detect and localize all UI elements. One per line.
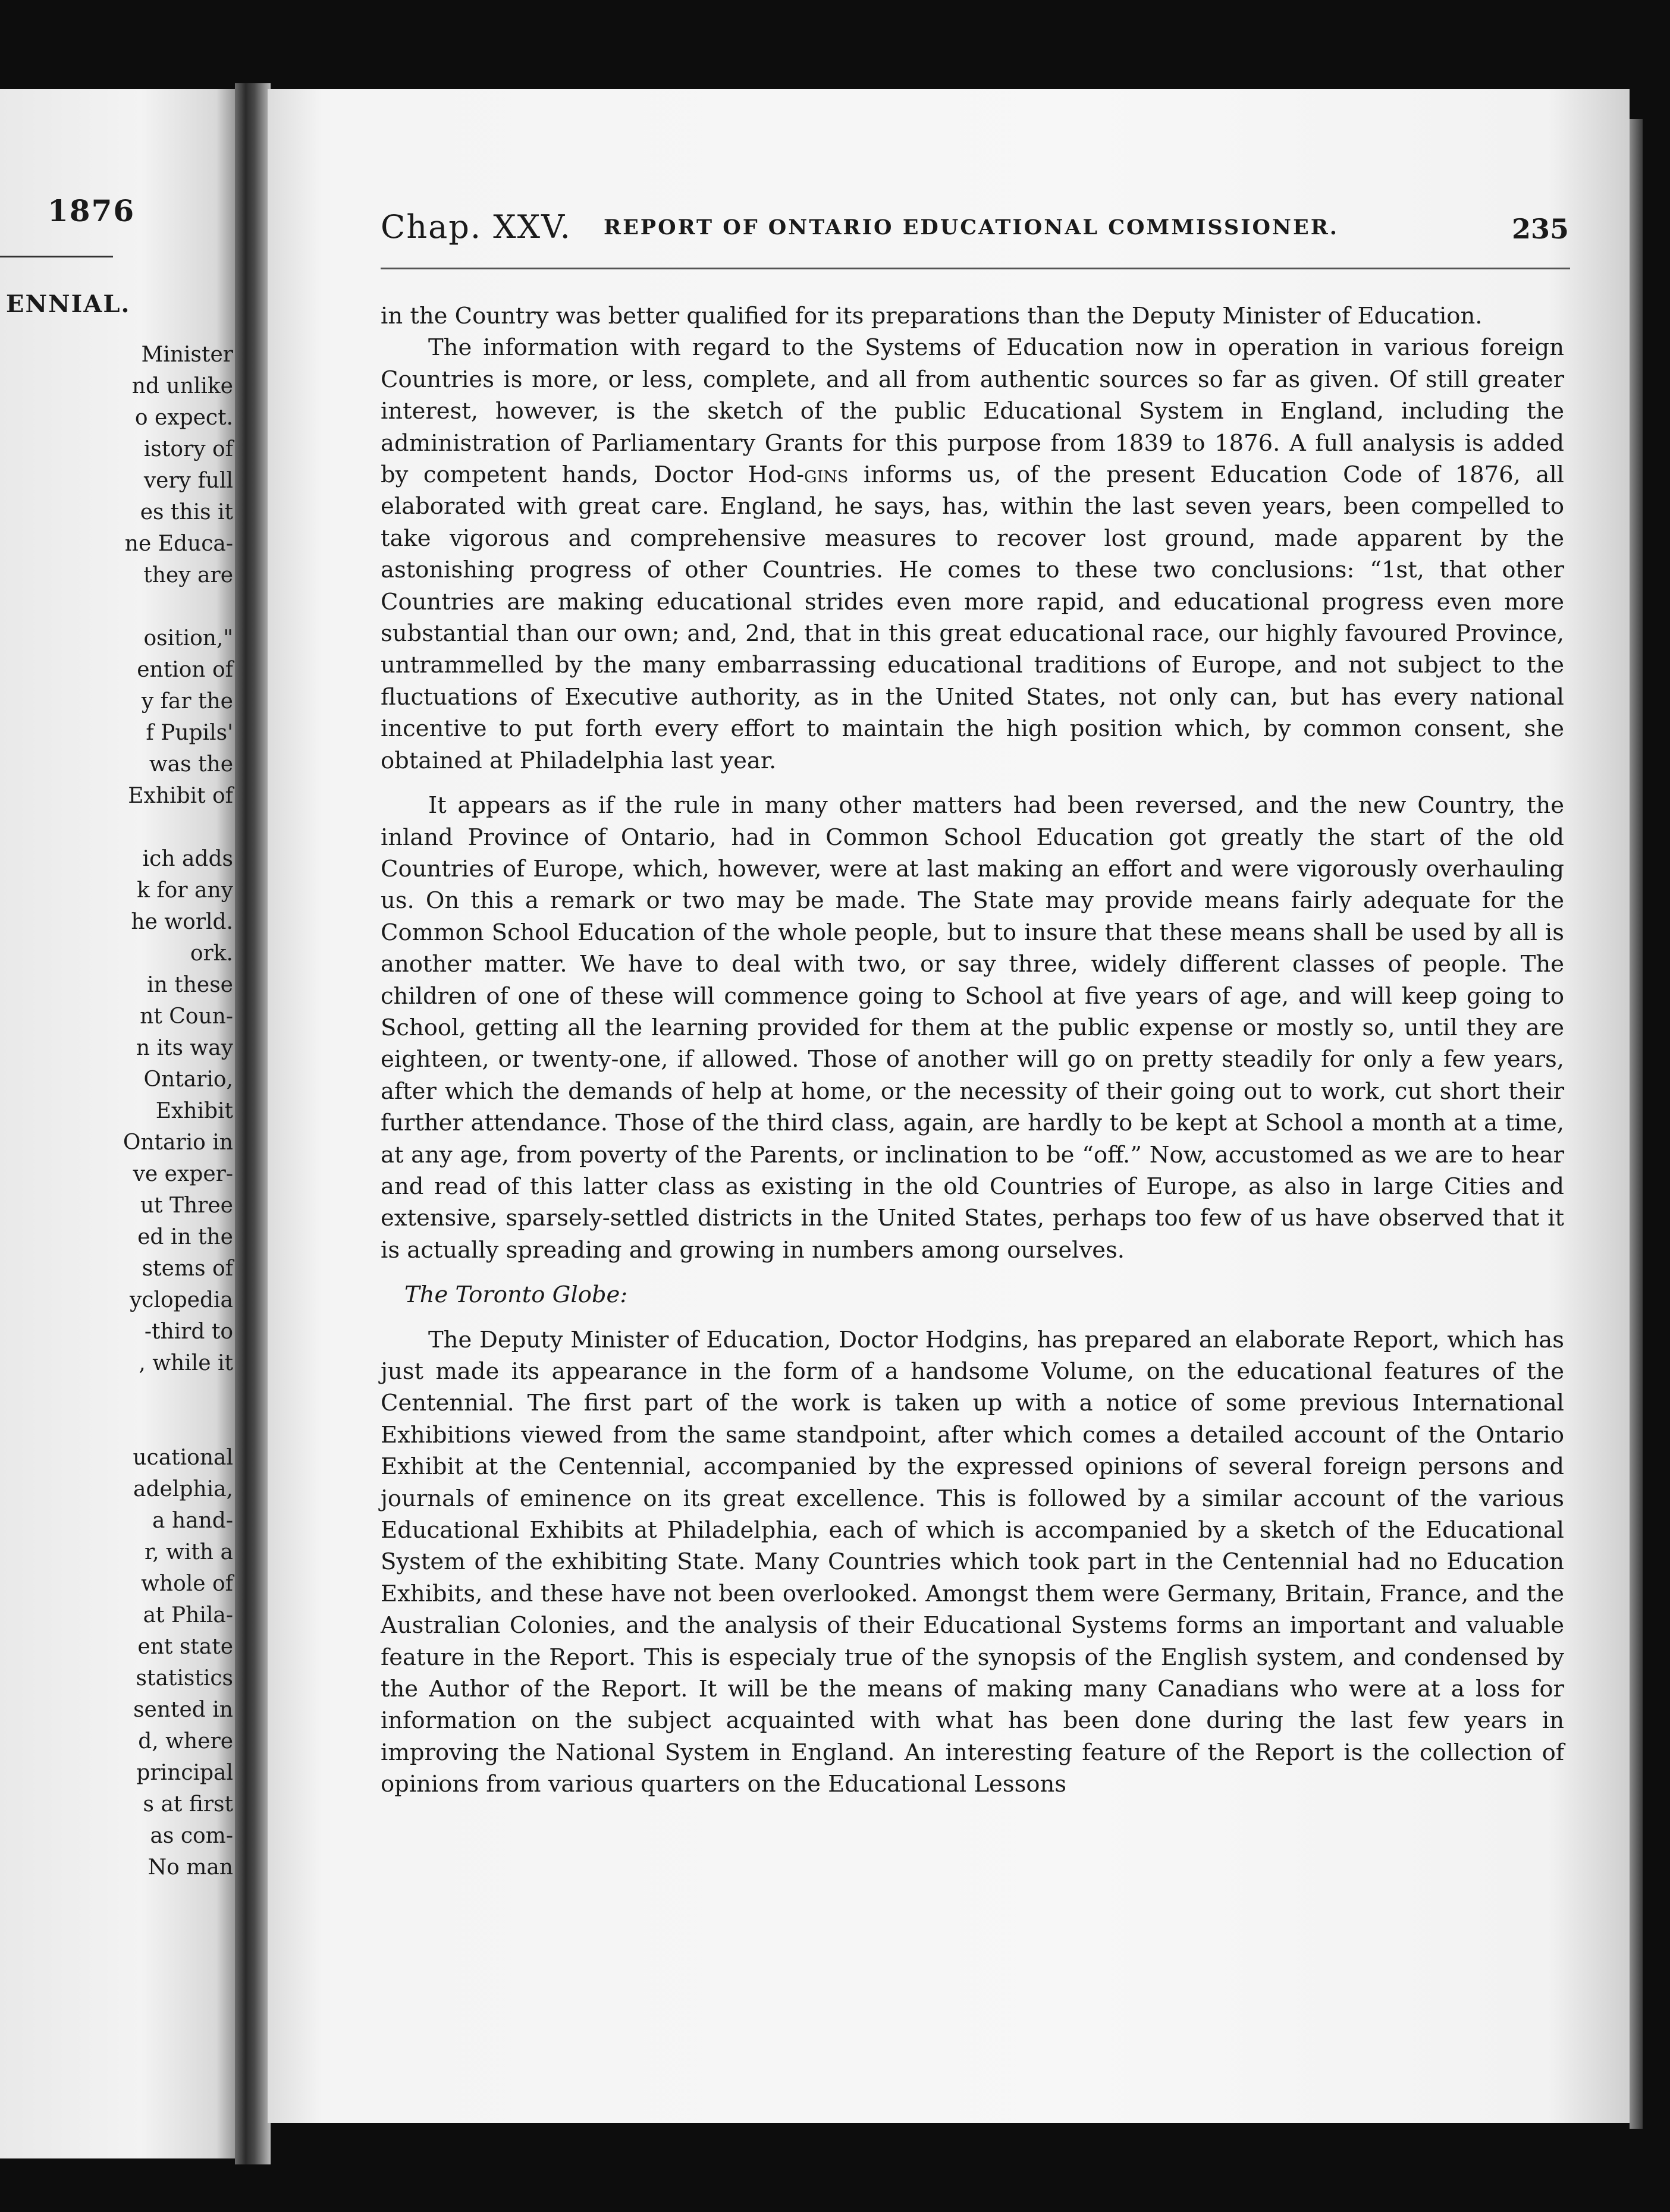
- book-gutter: [235, 83, 271, 2164]
- left-page-line: [1, 1410, 233, 1442]
- paragraph-2-part-a: The information with regard to the Systems of Education now in operation in various foreign Countries is more, or less, complete, and all from authentic sources so far as given. Of still greater interest, however, is the sketch of the public Educational System in England, including the administration of Parliamentary Grants for this purpose from 1839 to 1876. A full analysis is added by competent hands, Doctor Hod-: [381, 334, 1564, 489]
- paragraph-3: It appears as if the rule in many other matters had been reversed, and the new Country, the inland Province of Ontario, had in Common School Education got greatly the start of the old Countries of Europe, which, however, were at last making an effort and were vigorously overhauling us. On this a remark or two may be made. The State may provide means fairly adequate for the Common School Education of the whole people, but to insure that these means shall be used by all is another matter. We have to deal with two, or say three, widely different classes of people. The children of one of these will commence going to School at five years of age, and will keep going to School, getting all the learning provided for them at the public expense or mostly so, until they are eighteen, or twenty-one, if allowed. Those of another will go on pretty steadily for only a few years, after which the demands of help at home, or the necessity of their going out to work, cut short their further attendance. Those of the third class, again, are hardly to be kept at School a month at a time, at any age, from poverty of the Parents, or inclination to be “off.” Now, accustomed as we are to hear and read of this latter class as existing in the old Countries of Europe, as also in large Cities and extensive, sparsely-settled districts in the United States, perhaps too few of us have observed that it is actually spreading and growing in numbers among ourselves.: [381, 792, 1564, 1264]
- left-page-line: o expect.: [134, 406, 233, 430]
- left-page-line: as com-: [150, 1824, 233, 1848]
- paragraph-4: The Deputy Minister of Education, Doctor Hodgins, has prepared an elaborate Report, which has just made its appearance in the form of a handsome Volume, on the educational features of the Centennial. The first part of the work is taken up with a notice of some previous International Exhibitions viewed from the same standpoint, after which comes a detailed account of the Ontario Exhibit at the Centennial, accompanied by the expressed opinions of several foreign persons and journals of eminence on its great excellence. This is followed by a similar account of the various Educational Exhibits at Philadelphia, each of which is accompanied by a sketch of the Educational System of the exhibiting State. Many Countries which took part in the Centennial had no Education Exhibits, and these have not been overlooked. Amongst them were Germany, Britain, France, and the Australian Colonies, and the analysis of their Educational Systems forms an important and valuable feature in the Report. This is especialy true of the synopsis of the English system, and condensed by the Author of the Report. It will be the means of making many Canadians who were at a loss for information on the subject acquainted with what has been done during the last few years in improving the National System in England. An interesting feature of the Report is the collection of opinions from various quarters on the Educational Lessons: [381, 1326, 1564, 1798]
- left-page-line: ne Educa-: [124, 532, 233, 556]
- left-page-line: principal: [136, 1761, 233, 1785]
- page-number: 235: [1511, 213, 1569, 245]
- left-page-line: s at first: [143, 1792, 233, 1817]
- left-page-line: Ontario in: [123, 1130, 233, 1155]
- left-page-line: sented in: [133, 1698, 233, 1722]
- left-page-line: -third to: [144, 1319, 233, 1344]
- chapter-label: Chap. XXV.: [381, 208, 572, 246]
- left-page-line: at Phila-: [143, 1603, 233, 1627]
- left-page-line: y far the: [141, 689, 233, 714]
- left-page-line: ork.: [190, 941, 233, 966]
- left-header-rule: [0, 256, 113, 257]
- left-page-line: d, where: [138, 1729, 233, 1754]
- left-page-line: , while it: [139, 1351, 233, 1375]
- header-rule: [381, 268, 1570, 269]
- left-page-line: in these: [147, 973, 233, 997]
- left-page-line: n its way: [136, 1036, 233, 1060]
- left-page-line: Exhibit of: [128, 784, 233, 808]
- left-page-line: [1, 591, 233, 623]
- left-page-text: [1, 339, 233, 1883]
- left-page-line: ent state: [137, 1635, 233, 1659]
- left-page-line: he world.: [131, 910, 233, 934]
- paragraph-2-part-b: informs us, of the present Education Code of 1876, all elaborated with great care. England, he says, has, within the last seven years, been compelled to take vigorous and comprehensive measures to recover lost ground, made apparent by the astonishing progress of other Countries. He comes to these two conclusions: “1st, that other Countries are making educational strides even more rapid, and educational progress even more substantial than our own; and, 2nd, that in this great educational race, our highly favoured Province, untrammelled by the many embarrassing educational traditions of Europe, and not subject to the fluctuations of Executive authority, as in the United States, not only can, but has every national incentive to put forth every effort to maintain the high position which, by common consent, she obtained at Philadelphia last year.: [381, 461, 1564, 774]
- left-page-line: ich adds: [142, 847, 233, 871]
- left-page-heading: ENNIAL.: [6, 290, 131, 318]
- left-page-line: a hand-: [152, 1509, 233, 1533]
- running-header: [381, 208, 1569, 250]
- left-page-line: whole of: [141, 1572, 233, 1596]
- running-title: REPORT OF ONTARIO EDUCATIONAL COMMISSIONER.: [604, 215, 1339, 240]
- left-page-line: statistics: [136, 1666, 233, 1691]
- paragraph-1: in the Country was better qualified for its preparations than the Deputy Minister of Education.: [381, 303, 1483, 329]
- page-edge-shadow: [1630, 119, 1643, 2129]
- left-page-line: Ontario,: [143, 1067, 233, 1092]
- left-page-line: f Pupils': [146, 721, 233, 745]
- body-text: [381, 300, 1564, 1801]
- left-page-line: they are: [143, 563, 233, 587]
- left-page-line: yclopedia: [129, 1288, 233, 1312]
- left-page-line: ention of: [137, 658, 233, 682]
- left-page-line: very full: [143, 469, 233, 493]
- left-page-line: ed in the: [137, 1225, 233, 1249]
- left-page-line: k for any: [137, 878, 233, 903]
- left-page-line: Exhibit: [155, 1099, 233, 1123]
- left-page-line: adelphia,: [133, 1477, 233, 1501]
- left-page-line: No man: [147, 1855, 233, 1880]
- globe-heading: The Toronto Globe:: [404, 1281, 628, 1309]
- paragraph-2-smallcaps: gins: [804, 461, 849, 489]
- left-page-line: ucational: [133, 1446, 233, 1470]
- paragraph-2: [381, 332, 1564, 777]
- main-page: [268, 89, 1630, 2123]
- left-page-line: stems of: [142, 1256, 233, 1281]
- left-page-line: es this it: [140, 500, 233, 524]
- left-page-line: osition,": [143, 626, 233, 651]
- left-page-line: ut Three: [140, 1193, 233, 1218]
- left-page-line: [1, 812, 233, 843]
- left-page-line: ve exper-: [133, 1162, 233, 1186]
- left-facing-page: [0, 89, 235, 2158]
- left-page-line: r, with a: [144, 1540, 233, 1564]
- left-page-line: istory of: [143, 437, 233, 461]
- left-page-line: Minister: [141, 343, 233, 367]
- left-page-line: was the: [149, 752, 233, 777]
- left-page-line: [1, 1379, 233, 1410]
- left-page-line: nt Coun-: [140, 1004, 233, 1029]
- left-page-number: 1876: [48, 193, 136, 228]
- left-page-line: nd unlike: [131, 374, 233, 398]
